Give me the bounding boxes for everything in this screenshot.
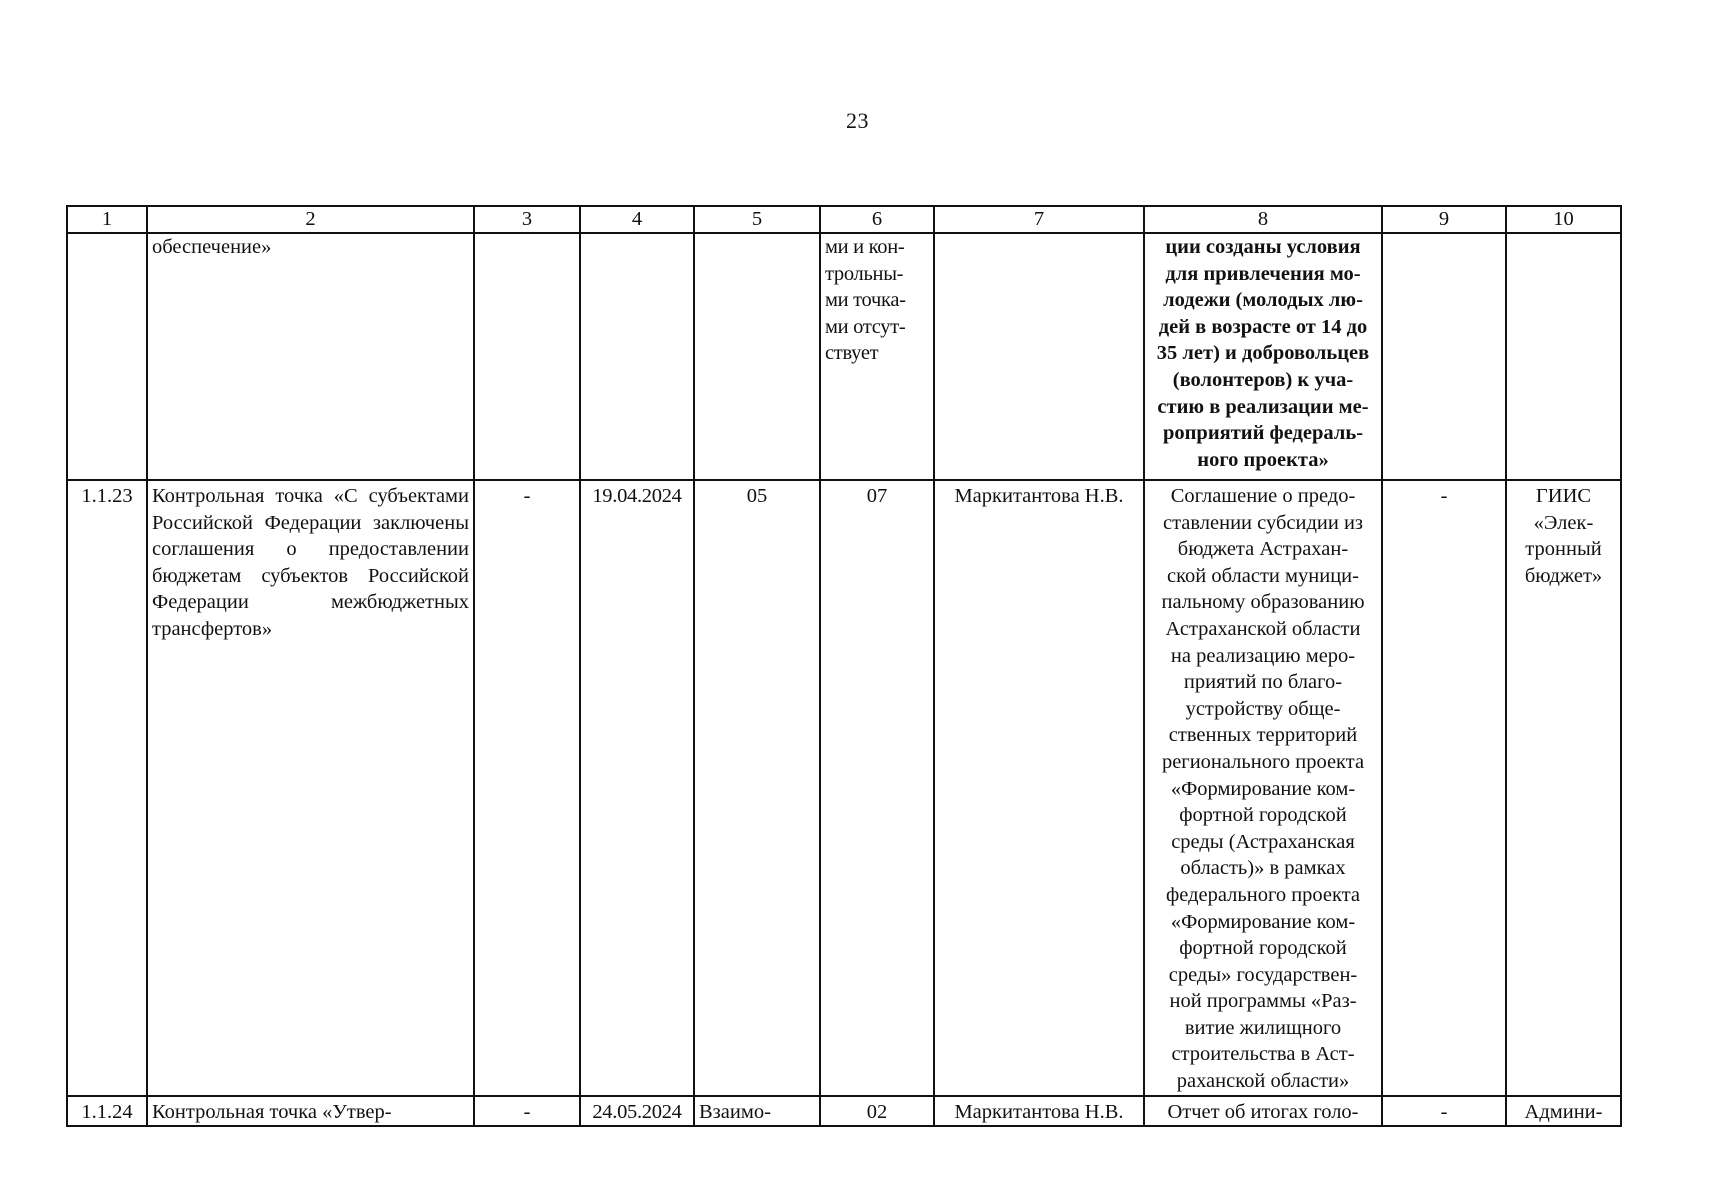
cell-system: Админи-: [1506, 1096, 1621, 1127]
page-number: 23: [846, 108, 869, 133]
cell-col6: 07: [820, 480, 934, 1096]
col-header-7: 7: [934, 206, 1144, 233]
col-header-9: 9: [1382, 206, 1506, 233]
cell-description-continued: обеспечение»: [147, 233, 474, 480]
table-row: [67, 480, 1621, 1096]
col-header-3: 3: [474, 206, 580, 233]
col-header-5: 5: [694, 206, 820, 233]
cell-col3: -: [474, 1096, 580, 1127]
cell-col9: -: [1382, 1096, 1506, 1127]
col-header-6: 6: [820, 206, 934, 233]
col-header-8: 8: [1144, 206, 1382, 233]
cell-empty: [1506, 233, 1621, 480]
cell-description: Контрольная точка «С субъектами Российской Федерации заключены соглашения о предоставлении бюджетам субъектов Российской Федерации межбюджетных трансфертов»: [147, 480, 474, 1096]
cell-col3: -: [474, 480, 580, 1096]
cell-description: Контрольная точка «Утвер-: [147, 1096, 474, 1127]
cell-date: 19.04.2024: [580, 480, 694, 1096]
cell-empty: [1382, 233, 1506, 480]
cell-col6: 02: [820, 1096, 934, 1127]
cell-result-continued: ции созданы условия для привлечения мо- лодежи (молодых лю- дей в возрасте от 14 до 35 лет) и добровольцев (волонтеров) к уча- стию в реализации ме- роприятий федераль- ного проекта»: [1144, 233, 1382, 480]
cell-result: Отчет об итогах голо-: [1144, 1096, 1382, 1127]
cell-row-id: 1.1.23: [67, 480, 147, 1096]
col-header-2: 2: [147, 206, 474, 233]
cell-result: Соглашение о предо- ставлении субсидии из бюджета Астрахан- ской области муници- пальному образованию Астраханской области на реализацию меро- приятий по благо- устройству обще- ственных территорий регионального проекта «Формирование ком- фортной городской среды (Астраханская область)» в рамках федерального проекта «Формирование ком- фортной городской среды» государствен- ной программы «Раз- витие жилищного строительства в Аст- раханской области»: [1144, 480, 1382, 1096]
cell-empty: [474, 233, 580, 480]
cell-date: 24.05.2024: [580, 1096, 694, 1127]
cell-empty: [580, 233, 694, 480]
cell-col9: -: [1382, 480, 1506, 1096]
cell-empty: [934, 233, 1144, 480]
col-header-4: 4: [580, 206, 694, 233]
cell-system: ГИИС «Элек- тронный бюджет»: [1506, 480, 1621, 1096]
cell-col6-continued: ми и кон- трольны- ми точка- ми отсут- ствует: [820, 233, 934, 480]
cell-col5: Взаимо-: [694, 1096, 820, 1127]
table-row-continuation: [67, 233, 1621, 480]
control-points-table: [66, 205, 1622, 1127]
cell-row-id: 1.1.24: [67, 1096, 147, 1127]
col-header-1: 1: [67, 206, 147, 233]
cell-empty: [67, 233, 147, 480]
col-header-10: 10: [1506, 206, 1621, 233]
cell-empty: [694, 233, 820, 480]
cell-responsible: Маркитантова Н.В.: [934, 480, 1144, 1096]
cell-col5: 05: [694, 480, 820, 1096]
header-row: [67, 206, 1621, 233]
table-row: [67, 1096, 1621, 1127]
cell-responsible: Маркитантова Н.В.: [934, 1096, 1144, 1127]
